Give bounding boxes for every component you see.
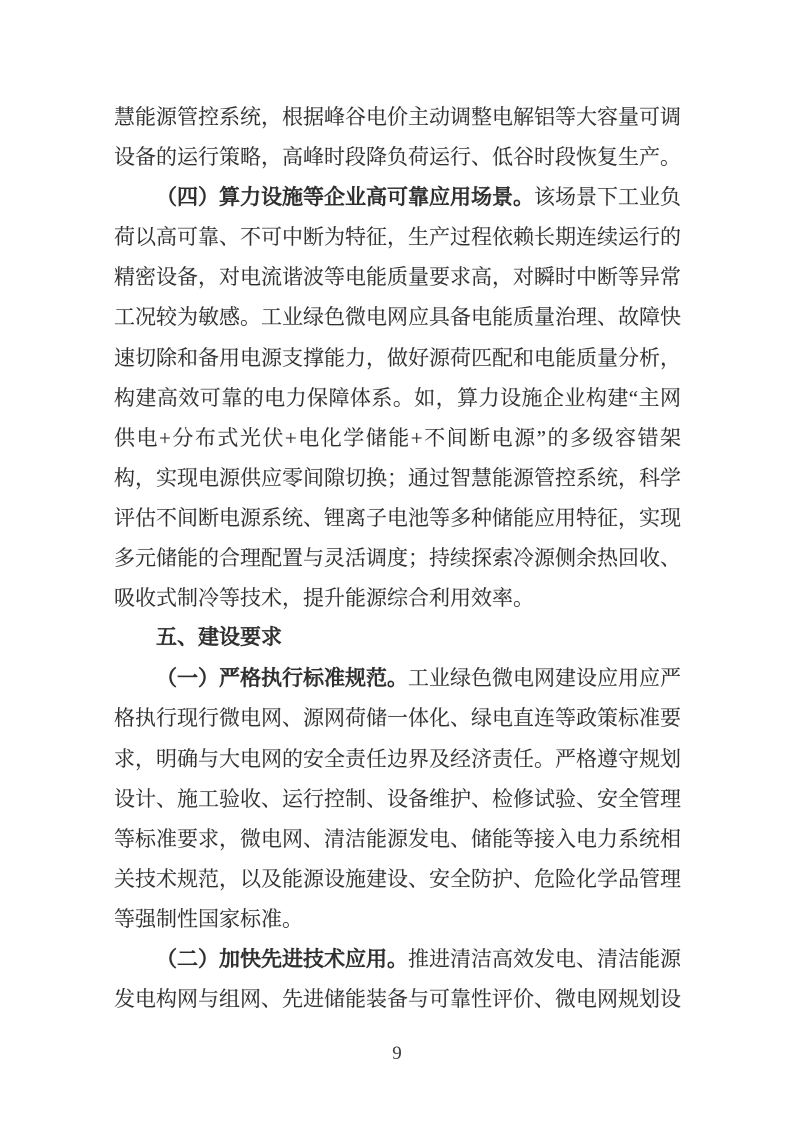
page-number: 9: [392, 1043, 402, 1064]
paragraph: [114, 177, 681, 618]
bold-lead-text: 五、建设要求: [156, 626, 282, 650]
body-text: 推进清洁高效发电、清洁能源发电构网与组网、先进储能装备与可靠性评价、微电网规划设: [114, 946, 681, 1012]
paragraph: [114, 658, 681, 939]
paragraph: [114, 939, 681, 1019]
body-text: 工业绿色微电网建设应用应严格执行现行微电网、源网荷储一体化、绿电直连等政策标准要求，明确与大电网的安全责任边界及经济责任。严格遵守规划设计、施工验收、运行控制、设备维护、检修试验、安全管理等标准要求，微电网、清洁能源发电、储能等接入电力系统相关技术规范，以及能源设施建设、安全防护、危险化学品管理等强制性国家标准。: [114, 666, 681, 931]
bold-lead-text: （一）严格执行标准规范。: [156, 666, 408, 691]
section-heading: [114, 618, 681, 658]
body-text: 该场景下工业负荷以高可靠、不可中断为特征，生产过程依赖长期连续运行的精密设备，对电流谐波等电能质量要求高，对瞬时中断等异常工况较为敏感。工业绿色微电网应具备电能质量治理、故障快速切除和备用电源支撑能力，做好源荷匹配和电能质量分析，构建高效可靠的电力保障体系。如，算力设施企业构建“主网供电+分布式光伏+电化学储能+不间断电源”的多级容错架构，实现电源供应零间隙切换；通过智慧能源管控系统，科学评估不间断电源系统、锂离子电池等多种储能应用特征，实现多元储能的合理配置与灵活调度；持续探索冷源侧余热回收、吸收式制冷等技术，提升能源综合利用效率。: [114, 185, 681, 611]
bold-lead-text: （二）加快先进技术应用。: [156, 946, 408, 971]
body-text: 慧能源管控系统，根据峰谷电价主动调整电解铝等大容量可调设备的运行策略，高峰时段降负荷运行、低谷时段恢复生产。: [114, 105, 681, 170]
bold-lead-text: （四）算力设施等企业高可靠应用场景。: [156, 185, 534, 210]
document-body: [114, 97, 681, 1019]
paragraph: [114, 97, 681, 177]
